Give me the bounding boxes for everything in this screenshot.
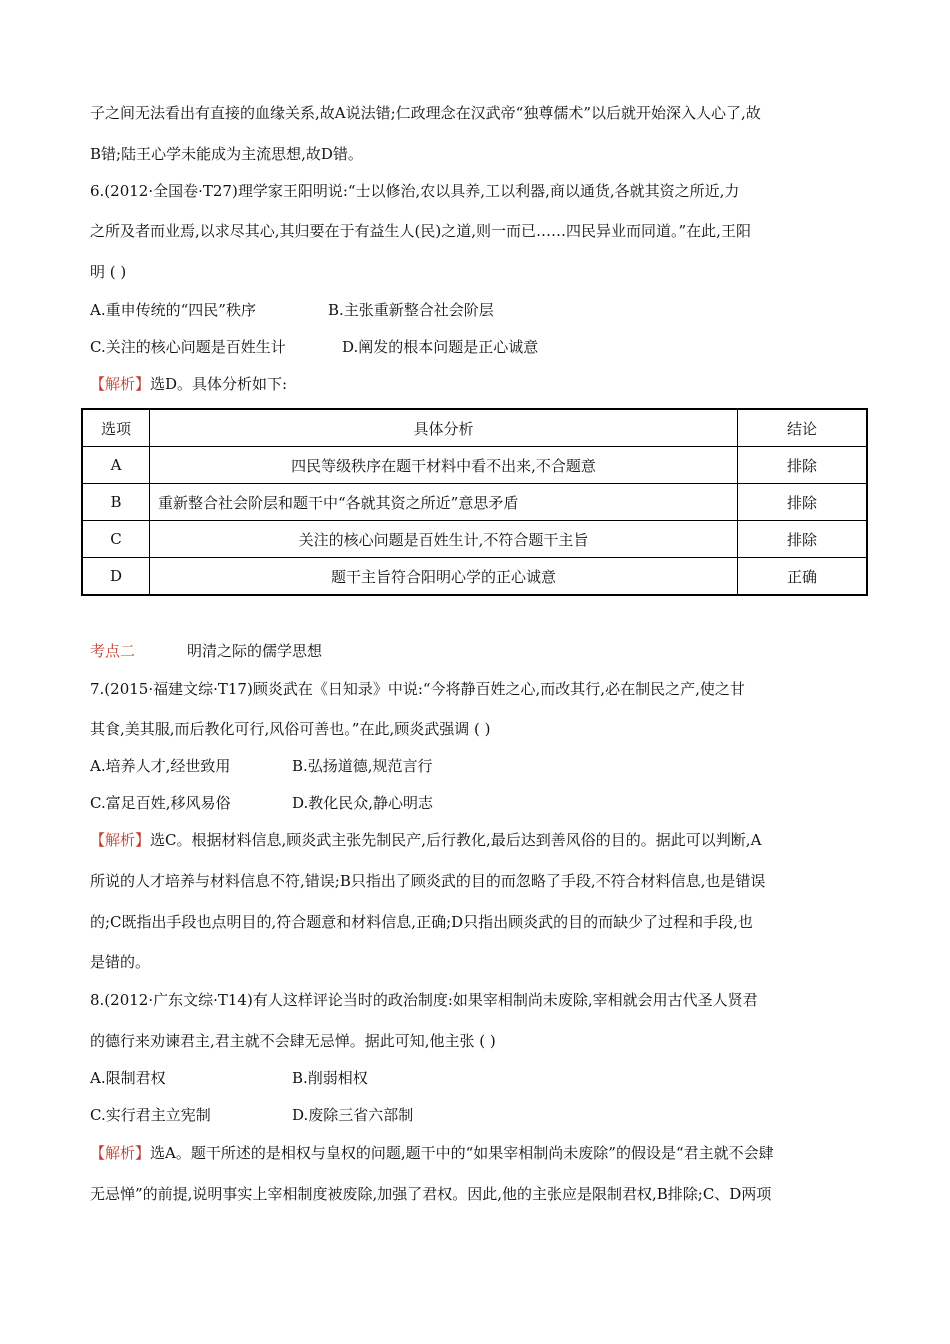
- q6-stem-line-1: 6.(2012·全国卷·T27)理学家王阳明说:“士以修治,农以具养,工以利器,商以通货,各就其资之所近,力: [90, 182, 740, 200]
- q8-answer-line-1: [90, 1143, 774, 1163]
- q7-option-b: B.弘扬道德,规范言行: [292, 757, 433, 775]
- section-label: 考点二: [90, 642, 136, 660]
- q7-answer-line-2: 所说的人才培养与材料信息不符,错误;B只指出了顾炎武的目的而忽略了手段,不符合材料信息,也是错误: [90, 872, 766, 890]
- analysis-table: [81, 408, 868, 596]
- q7-analysis-tag: 【解析】: [90, 831, 151, 849]
- q7-stem-line-2: 其食,美其服,而后教化可行,风俗可善也。”在此,顾炎武强调 ( ): [90, 720, 491, 738]
- table-header-row: [82, 409, 867, 447]
- table-row: [82, 521, 867, 558]
- q8-option-c: C.实行君主立宪制: [90, 1106, 211, 1124]
- q7-answer-line-3: 的;C既指出手段也点明目的,符合题意和材料信息,正确;D只指出顾炎武的目的而缺少了过程和手段,也: [90, 913, 753, 931]
- header-conclusion: 结论: [738, 409, 868, 447]
- q7-stem-line-1: 7.(2015·福建文综·T17)顾炎武在《日知录》中说:“今将静百姓之心,而改其行,必在制民之产,使之甘: [90, 680, 745, 698]
- row-option: C: [82, 521, 150, 558]
- q6-stem-line-3: 明 ( ): [90, 263, 127, 281]
- row-conclusion: 排除: [738, 521, 868, 558]
- row-option: D: [82, 558, 150, 596]
- row-conclusion: 排除: [738, 484, 868, 521]
- q8-option-b: B.削弱相权: [292, 1069, 368, 1087]
- q6-stem-line-2: 之所及者而业焉,以求尽其心,其归要在于有益生人(民)之道,则一而已……四民异业而同道。”在此,王阳: [90, 222, 751, 240]
- table-row: [82, 558, 867, 596]
- q6-option-b: B.主张重新整合社会阶层: [328, 301, 494, 319]
- continued-text-line-2: B错;陆王心学未能成为主流思想,故D错。: [90, 145, 363, 163]
- q7-option-a: A.培养人才,经世致用: [90, 757, 231, 775]
- q7-answer-text: 选C。根据材料信息,顾炎武主张先制民产,后行教化,最后达到善风俗的目的。据此可以判断,A: [150, 831, 762, 849]
- q6-answer-text: 选D。具体分析如下:: [150, 375, 288, 393]
- q8-option-a: A.限制君权: [90, 1069, 166, 1087]
- q8-answer-line-2: 无忌惮”的前提,说明事实上宰相制度被废除,加强了君权。因此,他的主张应是限制君权,B排除;C、D两项: [90, 1185, 772, 1203]
- q7-answer-line-4: 是错的。: [90, 953, 151, 971]
- q8-analysis-tag: 【解析】: [90, 1144, 151, 1162]
- continued-text-line-1: 子之间无法看出有直接的血缘关系,故A说法错;仁政理念在汉武帝“独尊儒术”以后就开始深入人心了,故: [90, 104, 761, 122]
- q6-option-c: C.关注的核心问题是百姓生计: [90, 338, 286, 356]
- table-row: [82, 447, 867, 484]
- q6-option-a: A.重申传统的“四民”秩序: [90, 301, 256, 319]
- q8-stem-line-2: 的德行来劝谏君主,君主就不会肆无忌惮。据此可知,他主张 ( ): [90, 1032, 496, 1050]
- q8-option-d: D.废除三省六部制: [292, 1106, 414, 1124]
- q7-option-d: D.教化民众,静心明志: [292, 794, 434, 812]
- header-option: 选项: [82, 409, 150, 447]
- q7-option-c: C.富足百姓,移风易俗: [90, 794, 231, 812]
- q8-stem-line-1: 8.(2012·广东文综·T14)有人这样评论当时的政治制度:如果宰相制尚未废除,宰相就会用古代圣人贤君: [90, 991, 758, 1009]
- q6-analysis-tag: 【解析】: [90, 375, 151, 393]
- row-analysis: 四民等级秩序在题干材料中看不出来,不合题意: [150, 447, 738, 484]
- row-analysis: 重新整合社会阶层和题干中“各就其资之所近”意思矛盾: [150, 484, 738, 521]
- row-option: B: [82, 484, 150, 521]
- row-conclusion: 正确: [738, 558, 868, 596]
- table-row: [82, 484, 867, 521]
- q6-option-d: D.阐发的根本问题是正心诚意: [342, 338, 539, 356]
- q8-answer-text: 选A。题干所述的是相权与皇权的问题,题干中的“如果宰相制尚未废除”的假设是“君主就不会肆: [150, 1144, 774, 1162]
- row-conclusion: 排除: [738, 447, 868, 484]
- row-analysis: 关注的核心问题是百姓生计,不符合题干主旨: [150, 521, 738, 558]
- header-analysis: 具体分析: [150, 409, 738, 447]
- section-heading: [90, 641, 322, 661]
- q7-answer-line-1: [90, 830, 761, 850]
- row-option: A: [82, 447, 150, 484]
- q6-answer-line: [90, 374, 287, 394]
- row-analysis: 题干主旨符合阳明心学的正心诚意: [150, 558, 738, 596]
- section-title: 明清之际的儒学思想: [187, 642, 323, 660]
